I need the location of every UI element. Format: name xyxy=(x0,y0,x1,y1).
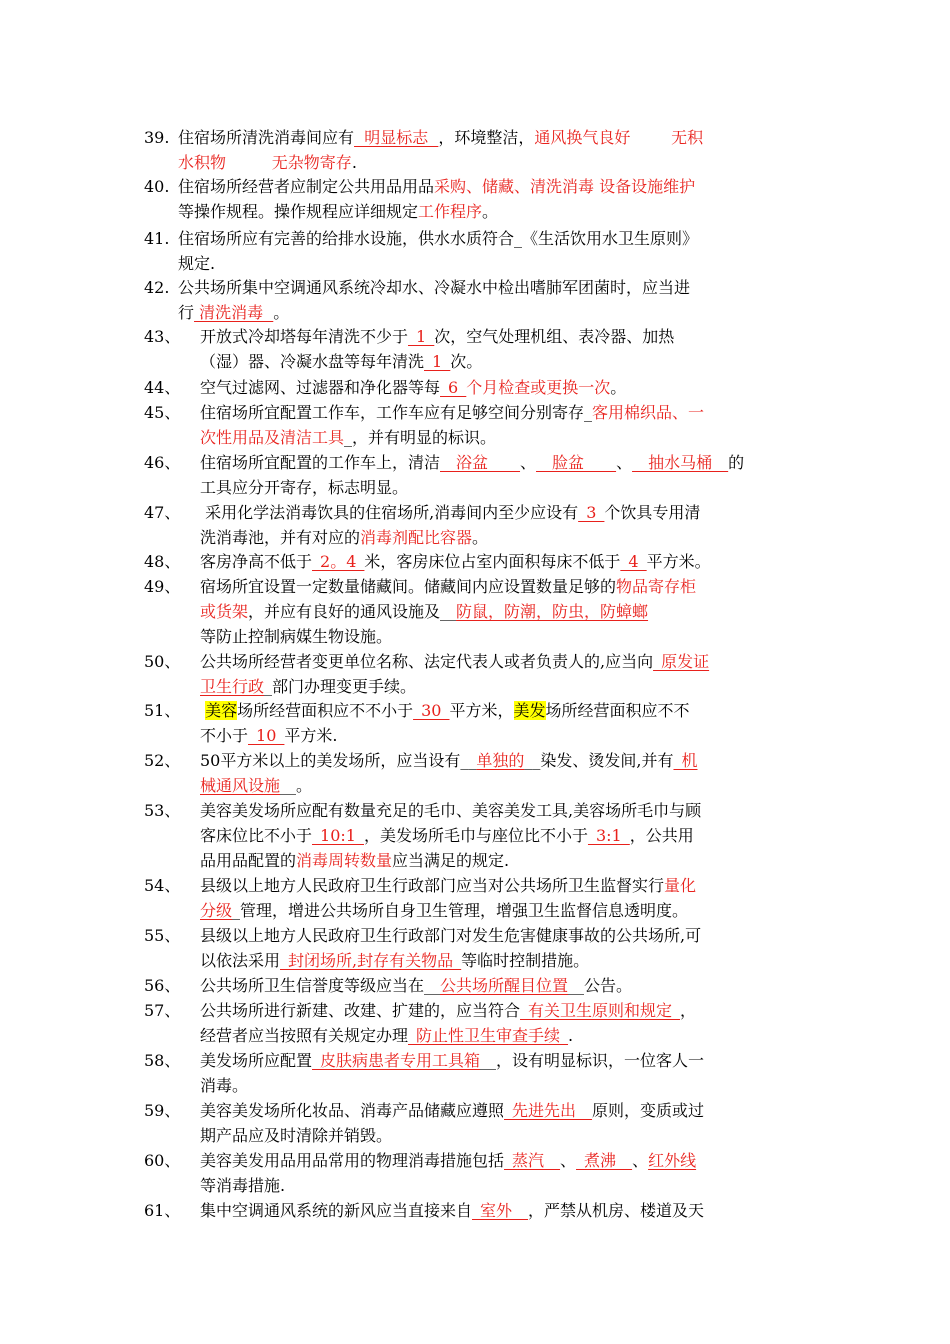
question-text: _管理，增进公共场所自身卫生管理，增强卫生监督信息透明度。 xyxy=(232,901,689,920)
question-item xyxy=(144,125,808,175)
question-number: 61、 xyxy=(144,1201,181,1220)
answer-text: _6_ xyxy=(440,378,467,397)
question-number: 40. xyxy=(144,177,170,196)
question-text: ，环境整洁， xyxy=(438,128,535,147)
question-number: 46、 xyxy=(144,453,181,472)
question-text: 美容美发场所化妆品、消毒产品储藏应遵照 xyxy=(200,1101,505,1120)
question-text: . xyxy=(568,1026,574,1045)
question-text: 等操作规程。操作规程应详细规定 xyxy=(178,202,419,221)
answer-text: _30_ xyxy=(413,701,450,720)
question-text: 规定. xyxy=(178,254,216,273)
question-text-line xyxy=(200,1198,704,1223)
answer-text: _1_ xyxy=(424,352,451,371)
question-text: 不小于 xyxy=(200,726,249,745)
answer-text: _4_ xyxy=(620,552,647,571)
question-number: 55、 xyxy=(144,926,181,945)
question-number: 47、 xyxy=(144,503,181,522)
answer-text: 消毒剂配比容器 xyxy=(360,528,473,547)
question-text-line xyxy=(200,723,337,748)
answer-text: _皮肤病患者专用工具箱 xyxy=(312,1051,481,1070)
answer-text: __脸盆____ xyxy=(536,453,617,472)
question-text: 行 xyxy=(178,303,195,322)
question-item xyxy=(144,998,808,1048)
question-item xyxy=(144,748,808,798)
question-text: 、 xyxy=(560,1151,577,1170)
highlighted-text: 美发 xyxy=(513,701,546,720)
question-text-line xyxy=(200,1148,696,1173)
question-text-line xyxy=(200,549,711,574)
question-text-line xyxy=(200,1123,392,1148)
question-text: 米，客房床位占室内面积每床不低于 xyxy=(364,552,621,571)
question-text: 原则，变质或过 xyxy=(592,1101,705,1120)
question-number: 45、 xyxy=(144,403,181,422)
question-text: 县级以上地方人民政府卫生行政部门应当对公共场所卫生监督实行 xyxy=(200,876,665,895)
question-text: 品用品配置的 xyxy=(200,851,297,870)
question-text-line xyxy=(200,674,416,699)
question-text-line xyxy=(200,773,312,798)
question-text: 工具应分开寄存，标志明显。 xyxy=(200,478,409,497)
question-text-line xyxy=(200,375,626,400)
question-text xyxy=(630,128,671,147)
question-text: _部门办理变更手续。 xyxy=(264,677,417,696)
question-text: 客房净高不低于 xyxy=(200,552,313,571)
question-text-line xyxy=(200,1098,704,1123)
question-number: 42. xyxy=(144,278,170,297)
question-text: 集中空调通风系统的新风应当直接来自 xyxy=(200,1201,473,1220)
answer-text: __浴盆____ xyxy=(440,453,521,472)
answer-text: 红外线 xyxy=(648,1151,697,1170)
question-text: 期产品应及时清除并销毁。 xyxy=(200,1126,393,1145)
question-text: 场所经营面积应不不 xyxy=(545,701,690,720)
answer-text: _10_ xyxy=(248,726,285,745)
answer-text: 械通风设施 xyxy=(200,776,281,795)
question-number: 43、 xyxy=(144,327,181,346)
question-text-line xyxy=(200,599,648,624)
question-number: 49、 xyxy=(144,577,181,596)
question-text: 、 xyxy=(632,1151,649,1170)
question-text: 公共场所经营者变更单位名称、法定代表人或者负责人的,应当向 xyxy=(200,652,654,671)
question-text: 等防止控制病媒生物设施。 xyxy=(200,627,393,646)
answer-text: _防止性卫生审查手续_ xyxy=(408,1026,569,1045)
question-text: 住宿场所宜配置的工作车上，清洁 xyxy=(200,453,441,472)
question-text: 50平方米以上的美发场所，应当设有__ xyxy=(200,751,477,770)
question-number: 54、 xyxy=(144,876,181,895)
question-text-line xyxy=(200,748,698,773)
question-text-line xyxy=(178,174,695,199)
question-item xyxy=(144,973,808,998)
question-item xyxy=(144,549,808,574)
answer-text: _10:1_ xyxy=(312,826,364,845)
question-text-line xyxy=(200,500,700,525)
question-text: 、 xyxy=(616,453,633,472)
question-text: 。 xyxy=(610,378,627,397)
question-text: 空气过滤网、过滤器和净化器等每 xyxy=(200,378,441,397)
question-text: __染发、烫发间,并有 xyxy=(524,751,674,770)
question-text: 平方米. xyxy=(284,726,338,745)
answer-text: 单独的 xyxy=(476,751,525,770)
question-text: __。 xyxy=(280,776,313,795)
answer-text: 清洗消毒 xyxy=(194,303,274,322)
question-text-line xyxy=(178,125,703,150)
answer-text: 次性用品及清洁工具 xyxy=(200,428,345,447)
question-text: 住宿场所经营者应制定公共用品用品 xyxy=(178,177,435,196)
question-text: . xyxy=(351,153,357,172)
answer-text: _3_ xyxy=(578,503,605,522)
question-text: 消毒。 xyxy=(200,1076,249,1095)
answer-text: 无积 xyxy=(671,128,704,147)
question-text: 县级以上地方人民政府卫生行政部门对发生危害健康事故的公共场所,可 xyxy=(200,926,702,945)
answer-text: 分级 xyxy=(200,901,233,920)
question-text: 。 xyxy=(472,528,489,547)
question-item xyxy=(144,450,808,500)
answer-text: 采购、储藏、清洗消毒 设备设施维护 xyxy=(434,177,696,196)
question-text-line xyxy=(200,624,392,649)
question-text: （湿）器、冷凝水盘等每年清洗 xyxy=(200,352,425,371)
question-text-line xyxy=(200,574,696,599)
answer-text: _煮沸__ xyxy=(576,1151,633,1170)
question-text-line xyxy=(200,475,408,500)
question-number: 52、 xyxy=(144,751,181,770)
question-text: 公共场所进行新建、改建、扩建的，应当符合 xyxy=(200,1001,521,1020)
answer-text: 量化 xyxy=(664,876,697,895)
question-item xyxy=(144,574,808,649)
question-text-line xyxy=(200,948,589,973)
question-number: 48、 xyxy=(144,552,181,571)
question-item xyxy=(144,375,808,400)
question-text-line xyxy=(200,923,701,948)
question-text: 经营者应当按照有关规定办理 xyxy=(200,1026,409,1045)
question-item xyxy=(144,873,808,923)
question-text-line xyxy=(178,251,215,276)
question-text-line xyxy=(200,798,701,823)
answer-text: 客用棉织品、一 xyxy=(592,403,705,422)
question-item xyxy=(144,226,808,276)
question-text: 平方米， xyxy=(449,701,514,720)
question-item xyxy=(144,798,808,873)
question-text xyxy=(226,153,272,172)
answer-text: _有关卫生原则和规定_ xyxy=(520,1001,681,1020)
answer-text: 工作程序 xyxy=(418,202,483,221)
question-text: __，设有明显标识，一位客人一 xyxy=(480,1051,705,1070)
answer-text: 水积物 xyxy=(178,153,227,172)
question-text: 宿场所宜设置一定数量储藏间。储藏间内应设置数量足够的 xyxy=(200,577,617,596)
question-text: ， xyxy=(680,1001,697,1020)
question-text: 以依法采用 xyxy=(200,951,281,970)
question-text-line xyxy=(178,150,357,175)
question-number: 56、 xyxy=(144,976,181,995)
question-text: 应当满足的规定. xyxy=(392,851,510,870)
question-item xyxy=(144,1148,808,1198)
question-text: 个饮具专用清 xyxy=(604,503,701,522)
question-text-line xyxy=(200,525,488,550)
answer-text: _先进先出__ xyxy=(504,1101,593,1120)
answer-text: _蒸汽__ xyxy=(504,1151,561,1170)
question-text: ，严禁从机房、楼道及天 xyxy=(528,1201,705,1220)
question-text: 客床位比不小于 xyxy=(200,826,313,845)
question-text: _，并有明显的标识。 xyxy=(344,428,497,447)
answer-text: 或货架 xyxy=(200,602,249,621)
question-text-line xyxy=(200,998,696,1023)
question-text: 的 xyxy=(728,453,745,472)
question-text: ，公共用 xyxy=(629,826,694,845)
question-number: 44、 xyxy=(144,378,181,397)
question-text-line xyxy=(178,300,289,325)
question-text: 住宿场所清洗消毒间应有 xyxy=(178,128,355,147)
question-item xyxy=(144,1198,808,1223)
answer-text: _原发证 xyxy=(653,652,710,671)
answer-text: 个月检查或更换一次 xyxy=(466,378,611,397)
question-number: 39. xyxy=(144,128,170,147)
question-text: 等消毒措施. xyxy=(200,1176,286,1195)
answer-text: _机 xyxy=(673,751,698,770)
question-text-line xyxy=(200,1048,704,1073)
question-text: 等临时控制措施。 xyxy=(461,951,590,970)
question-item xyxy=(144,649,808,699)
question-text: 、 xyxy=(520,453,537,472)
question-text: 。 xyxy=(482,202,499,221)
answer-text: __抽水马桶__ xyxy=(632,453,729,472)
question-item xyxy=(144,324,808,374)
question-text: 平方米。 xyxy=(646,552,711,571)
question-text-line xyxy=(200,649,709,674)
question-number: 57、 xyxy=(144,1001,181,1020)
question-text: 次。 xyxy=(450,352,483,371)
question-number: 51、 xyxy=(144,701,181,720)
question-text: 次，空气处理机组、表冷器、加热 xyxy=(434,327,675,346)
answer-text: _室外__ xyxy=(472,1201,529,1220)
question-text: 。 xyxy=(273,303,290,322)
question-text: 场所经营面积应不不小于 xyxy=(237,701,414,720)
question-number: 50、 xyxy=(144,652,181,671)
question-text-line xyxy=(178,226,698,251)
question-item xyxy=(144,698,808,748)
question-text: 美容美发用品用品常用的物理消毒措施包括 xyxy=(200,1151,505,1170)
question-text: 美容美发场所应配有数量充足的毛巾、美容美发工具,美容场所毛巾与顾 xyxy=(200,801,702,820)
answer-text: 防鼠，防潮，防虫，防蟑螂 xyxy=(456,602,649,621)
answer-text: 通风换气良好 xyxy=(534,128,631,147)
question-text-line xyxy=(200,425,496,450)
question-text: 住宿场所宜配置工作车，工作车应有足够空间分别寄存_ xyxy=(200,403,593,422)
answer-text: 卫生行政 xyxy=(200,677,265,696)
question-text: 美发场所应配置 xyxy=(200,1051,313,1070)
question-text-line xyxy=(200,848,509,873)
question-text: 采用化学法消毒饮具的住宿场所,消毒间内至少应设有 xyxy=(200,503,579,522)
answer-text: _3:1_ xyxy=(587,826,630,845)
question-number: 41. xyxy=(144,229,170,248)
question-number: 53、 xyxy=(144,801,181,820)
question-item xyxy=(144,400,808,450)
answer-text: 无杂物寄存 xyxy=(271,153,352,172)
question-text-line xyxy=(200,450,744,475)
question-item xyxy=(144,174,808,224)
answer-text: _1_ xyxy=(408,327,435,346)
question-text-line xyxy=(200,1023,573,1048)
question-number: 58、 xyxy=(144,1051,181,1070)
question-text-line xyxy=(200,1173,285,1198)
question-item xyxy=(144,1048,808,1098)
highlighted-text: 美容 xyxy=(205,701,238,720)
question-text: ，并应有良好的通风设施及__ xyxy=(248,602,457,621)
question-text: ，美发场所毛巾与座位比不小于 xyxy=(363,826,588,845)
answer-text: 明显标志 xyxy=(354,128,439,147)
question-text: 公共场所卫生信誉度等级应当在__ xyxy=(200,976,441,995)
question-text-line xyxy=(200,349,482,374)
question-text-line xyxy=(200,1073,248,1098)
question-text-line xyxy=(200,973,632,998)
question-text-line xyxy=(200,400,704,425)
answer-text: _2。4_ xyxy=(312,552,365,571)
question-number: 59、 xyxy=(144,1101,181,1120)
question-text: 开放式冷却塔每年清洗不少于 xyxy=(200,327,409,346)
question-number: 60、 xyxy=(144,1151,181,1170)
question-item xyxy=(144,500,808,550)
question-text-line xyxy=(178,199,498,224)
question-text-line xyxy=(200,898,688,923)
question-text: __公告。 xyxy=(568,976,633,995)
answer-text: 消毒周转数量 xyxy=(296,851,393,870)
question-text-line xyxy=(178,275,690,300)
answer-text: 公共场所醒目位置 xyxy=(440,976,569,995)
question-text: 洗消毒池，并有对应的 xyxy=(200,528,361,547)
question-text: 住宿场所应有完善的给排水设施，供水水质符合_《生活饮用水卫生原则》 xyxy=(178,229,699,248)
question-item xyxy=(144,923,808,973)
question-text: 公共场所集中空调通风系统冷却水、冷凝水中检出嗜肺军团菌时，应当进 xyxy=(178,278,691,297)
answer-text: 物品寄存柜 xyxy=(616,577,697,596)
question-text-line xyxy=(200,873,696,898)
question-item xyxy=(144,1098,808,1148)
question-text-line xyxy=(200,324,674,349)
question-item xyxy=(144,275,808,325)
answer-text: _封闭场所,封存有关物品_ xyxy=(280,951,462,970)
question-text-line xyxy=(200,823,694,848)
question-text-line xyxy=(200,698,690,723)
